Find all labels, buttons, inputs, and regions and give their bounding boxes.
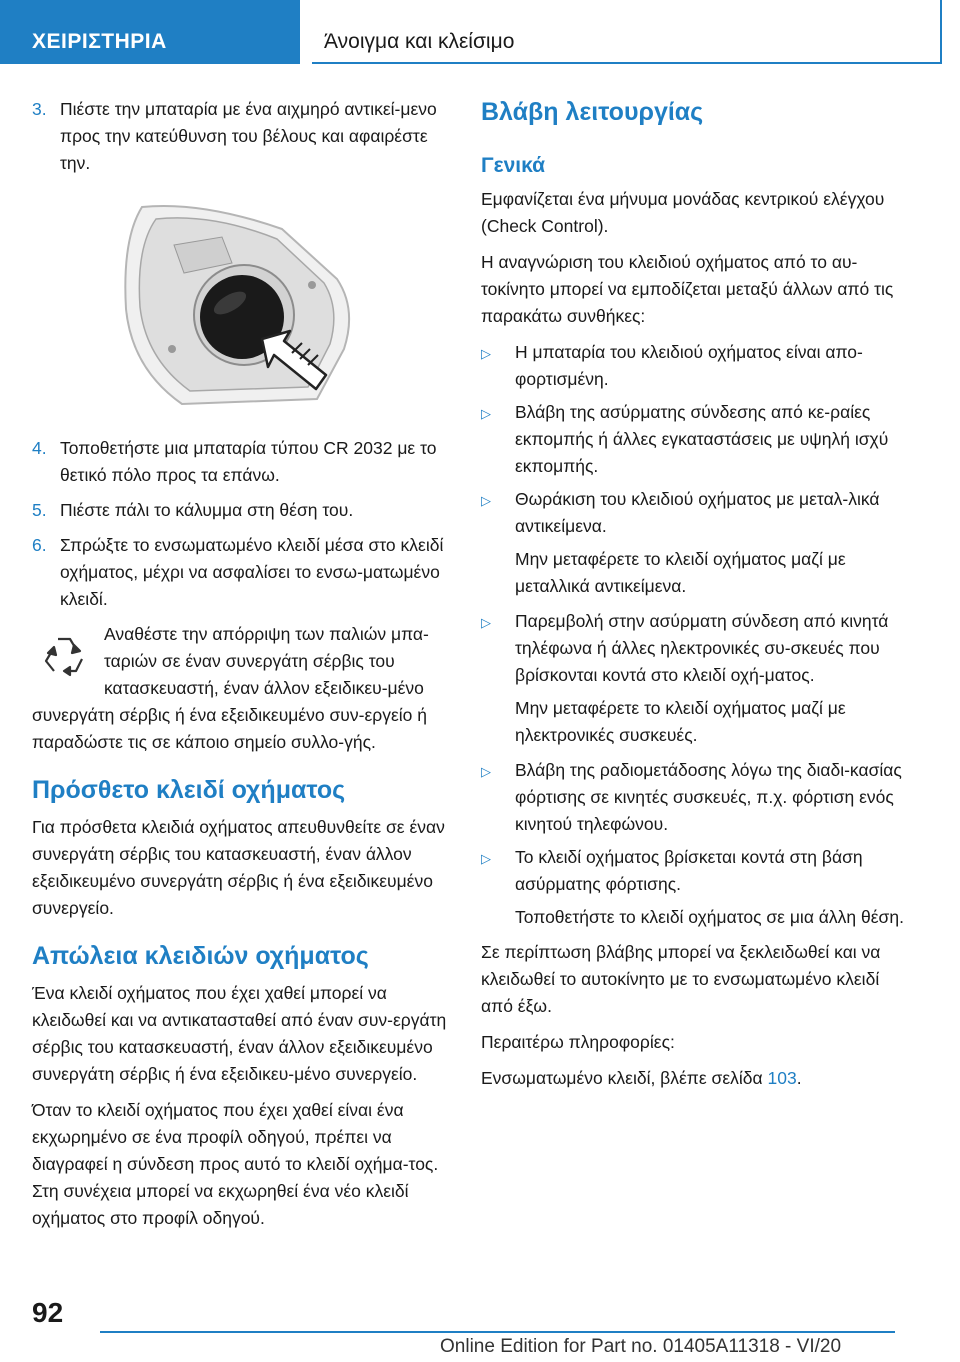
list-item-text: Το κλειδί οχήματος βρίσκεται κοντά στη βάση ασύρματης φόρτισης. bbox=[515, 847, 863, 894]
list-item bbox=[481, 399, 911, 480]
triangle-bullet-icon: ▷ bbox=[481, 615, 491, 630]
heading-general: Γενικά bbox=[481, 154, 546, 177]
list-item-note: Τοποθετήστε το κλειδί οχήματος σε μια άλλη θέση. bbox=[515, 907, 904, 927]
list-item bbox=[481, 757, 911, 838]
recycling-text: Αναθέστε την απόρριψη των παλιών μπα‐ταριών σε έναν συνεργάτη σέρβις του κατασκευαστή, έναν άλλον εξειδικευ‐μένο συνεργάτη σέρβις ή ένα εξειδικευμένο συν‐εργείο ή παραδώστε τις σε κάποιο σημείο συλλο‐γής. bbox=[32, 624, 429, 752]
general-text-2: Η αναγνώριση του κλειδιού οχήματος από το αυ‐τοκίνητο μπορεί να εμποδίζεται μεταξύ άλλων από τις παρακάτω συνθήκες: bbox=[481, 252, 894, 326]
triangle-bullet-icon: ▷ bbox=[481, 493, 491, 508]
list-item-text: Βλάβη της ραδιομετάδοσης λόγω της διαδι‐κασίας φόρτισης σε κινητές συσκευές, π.χ. φόρτιση ενός κινητού τηλεφώνου. bbox=[515, 760, 902, 834]
step-text: Πιέστε την μπαταρία με ένα αιχμηρό αντικεί‐μενο προς την κατεύθυνση του βέλους και αφαιρέστε την. bbox=[60, 99, 437, 173]
step-text: Τοποθετήστε μια μπαταρία τύπου CR 2032 με το θετικό πόλο προς τα επάνω. bbox=[60, 438, 437, 485]
page-link[interactable]: 103 bbox=[767, 1068, 797, 1088]
triangle-bullet-icon: ▷ bbox=[481, 764, 491, 779]
step-6 bbox=[32, 532, 452, 613]
reference-end: . bbox=[796, 1068, 802, 1088]
step-4 bbox=[32, 435, 452, 489]
list-item bbox=[481, 844, 911, 898]
key-loss-text-1: Ένα κλειδί οχήματος που έχει χαθεί μπορεί να κλειδωθεί και να αντικατασταθεί από έναν συν‐εργάτη σέρβις του κατασκευαστή, έναν άλλον εξειδικευμένο συνεργάτη σέρβις ή ένα εξειδικευ‐μένο συνεργείο. bbox=[32, 983, 447, 1084]
step-number: 3. bbox=[32, 99, 47, 119]
page-title: Άνοιγμα και κλείσιμο bbox=[312, 0, 942, 64]
reference-text: Ενσωματωμένο κλειδί, βλέπε σελίδα bbox=[481, 1068, 768, 1088]
section-tab: ΧΕΙΡΙΣΤΗΡΙΑ bbox=[0, 0, 300, 64]
page-header bbox=[0, 0, 960, 64]
triangle-bullet-icon: ▷ bbox=[481, 346, 491, 361]
heading-malfunction: Βλάβη λειτουργίας bbox=[481, 98, 704, 126]
edition-text: Online Edition for Part no. 01405A11318 - VI/20 bbox=[440, 1336, 842, 1357]
key-loss-text-2: Όταν το κλειδί οχήματος που έχει χαθεί είναι ένα εκχωρημένο σε ένα προφίλ οδηγού, πρέπει να διαγραφεί η σύνδεση προς αυτό το κλειδί οχήμα‐τος. Στη συνέχεια μπορεί να εκχωρηθεί ένα νέο κλειδί οχήματος στο προφίλ οδηγού. bbox=[32, 1100, 439, 1228]
list-item bbox=[481, 608, 911, 689]
list-item-text: Θωράκιση του κλειδιού οχήματος με μεταλ‐λικά αντικείμενα. bbox=[515, 489, 880, 536]
triangle-bullet-icon: ▷ bbox=[481, 406, 491, 421]
recycle-icon bbox=[38, 631, 90, 683]
list-item-note: Μην μεταφέρετε το κλειδί οχήματος μαζί με μεταλλικά αντικείμενα. bbox=[515, 549, 846, 596]
triangle-bullet-icon: ▷ bbox=[481, 851, 491, 866]
left-column bbox=[32, 96, 452, 1241]
step-text: Πιέστε πάλι το κάλυμμα στη θέση του. bbox=[60, 500, 354, 520]
step-number: 6. bbox=[32, 535, 47, 555]
heading-key-loss: Απώλεια κλειδιών οχήματος bbox=[32, 942, 369, 970]
page-number: 92 bbox=[32, 1297, 64, 1328]
general-text-1: Εμφανίζεται ένα μήνυμα μονάδας κεντρικού ελέγχου (Check Control). bbox=[481, 189, 885, 236]
key-battery-illustration bbox=[112, 199, 362, 409]
list-item-text: Παρεμβολή στην ασύρματη σύνδεση από κινητά τηλέφωνα ή άλλες ηλεκτρονικές συ‐σκευές που βρίσκονται κοντά στο κλειδί οχή‐ματος. bbox=[515, 611, 889, 685]
page-reference bbox=[481, 1065, 911, 1092]
step-text: Σπρώξτε το ενσωματωμένο κλειδί μέσα στο κλειδί οχήματος, μέχρι να ασφαλίσει το ενσω‐ματωμένο κλειδί. bbox=[60, 535, 444, 609]
step-number: 5. bbox=[32, 500, 47, 520]
more-info-label: Περαιτέρω πληροφορίες: bbox=[481, 1032, 675, 1052]
additional-key-text: Για πρόσθετα κλειδιά οχήματος απευθυνθείτε σε έναν συνεργάτη σέρβις του κατασκευαστή, έναν άλλον εξειδικευμένο συνεργάτη σέρβις ή ένα εξειδικευμένο συνεργείο. bbox=[32, 817, 445, 918]
step-number: 4. bbox=[32, 438, 47, 458]
right-column bbox=[481, 96, 911, 1101]
list-item bbox=[481, 486, 911, 540]
heading-additional-key: Πρόσθετο κλειδί οχήματος bbox=[32, 776, 346, 804]
list-item-text: Βλάβη της ασύρματης σύνδεσης από κε‐ραίες εκπομπής ή άλλες εγκαταστάσεις με υψηλή ισχύ εκπομπής. bbox=[515, 402, 889, 476]
list-item bbox=[481, 339, 911, 393]
step-5 bbox=[32, 497, 452, 524]
step-3 bbox=[32, 96, 452, 177]
list-item-note: Μην μεταφέρετε το κλειδί οχήματος μαζί με ηλεκτρονικές συσκευές. bbox=[515, 698, 846, 745]
list-item-text: Η μπαταρία του κλειδιού οχήματος είναι απο‐φορτισμένη. bbox=[515, 342, 863, 389]
footer-divider bbox=[100, 1331, 895, 1333]
fault-text: Σε περίπτωση βλάβης μπορεί να ξεκλειδωθεί και να κλειδωθεί το αυτοκίνητο με το ενσωματωμένο κλειδί από έξω. bbox=[481, 942, 881, 1016]
recycling-note bbox=[32, 621, 452, 756]
